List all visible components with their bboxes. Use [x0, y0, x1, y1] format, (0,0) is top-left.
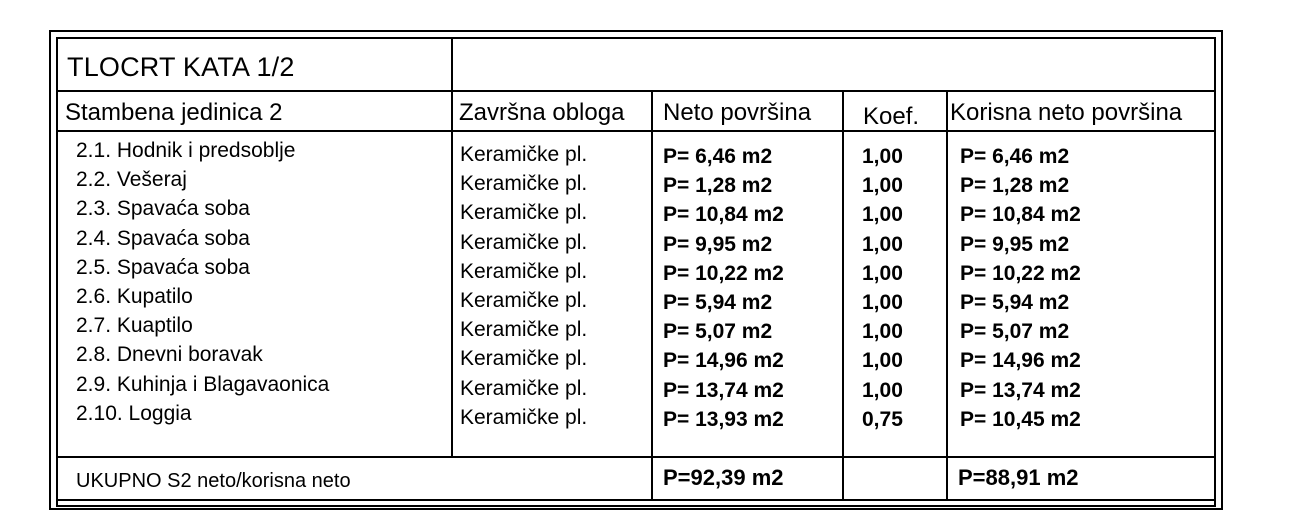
coef-cell: 1,00 [862, 349, 903, 373]
coef-cell: 1,00 [862, 320, 903, 344]
net-area-cell: P= 10,84 m2 [663, 203, 784, 227]
usable-area-cell: P= 5,07 m2 [960, 320, 1070, 344]
rule-above-total [56, 456, 1216, 458]
total-label: UKUPNO S2 neto/korisna neto [76, 470, 351, 492]
usable-area-cell: P= 9,95 m2 [960, 232, 1070, 256]
usable-area-cell: P= 10,22 m2 [960, 261, 1081, 285]
usable-area-cell: P= 14,96 m2 [960, 349, 1081, 373]
coef-cell: 1,00 [862, 378, 903, 402]
col-divider-coef [946, 90, 948, 501]
coef-cell: 1,00 [862, 203, 903, 227]
col-divider-finish [651, 90, 653, 501]
total-usable-area: P=88,91 m2 [958, 465, 1079, 490]
room-name: 2.10. Loggia [76, 401, 192, 425]
finish-cell: Keramičke pl. [460, 259, 588, 283]
usable-area-cell: P= 10,84 m2 [960, 203, 1081, 227]
coef-cell: 0,75 [862, 407, 903, 431]
finish-cell: Keramičke pl. [460, 172, 588, 196]
header-net-area: Neto površina [663, 99, 812, 126]
room-name: 2.2. Vešeraj [76, 168, 187, 192]
header-unit: Stambena jedinica 2 [65, 99, 283, 126]
net-area-cell: P= 1,28 m2 [663, 174, 773, 198]
rule-below-header [56, 130, 1216, 132]
finish-cell: Keramičke pl. [460, 347, 588, 371]
finish-cell: Keramičke pl. [460, 405, 588, 429]
header-usable-area: Korisna neto površina [950, 99, 1183, 126]
net-area-cell: P= 13,93 m2 [663, 407, 784, 431]
net-area-cell: P= 6,46 m2 [663, 145, 773, 168]
finish-cell: Keramičke pl. [460, 318, 588, 342]
net-area-cell: P= 13,74 m2 [663, 378, 784, 402]
net-area-cell: P= 5,07 m2 [663, 320, 773, 344]
usable-area-cell: P= 13,74 m2 [960, 378, 1081, 402]
rule-below-title [56, 90, 1216, 92]
net-area-cell: P= 5,94 m2 [663, 291, 773, 314]
total-net-area: P=92,39 m2 [663, 465, 784, 490]
room-name: 2.6. Kupatilo [76, 285, 193, 308]
room-name: 2.9. Kuhinja i Blagavaonica [76, 372, 330, 396]
rule-below-total [56, 499, 1216, 501]
coef-cell: 1,00 [862, 145, 903, 168]
header-coef: Koef. [863, 103, 920, 130]
coef-cell: 1,00 [862, 261, 903, 285]
room-name: 2.8. Dnevni boravak [76, 343, 263, 367]
usable-area-cell: P= 6,46 m2 [960, 145, 1070, 168]
net-area-cell: P= 9,95 m2 [663, 232, 773, 256]
coef-cell: 1,00 [862, 232, 903, 256]
col-divider-net [842, 90, 844, 501]
finish-cell: Keramičke pl. [460, 289, 588, 312]
usable-area-cell: P= 1,28 m2 [960, 174, 1070, 198]
room-name: 2.7. Kuaptilo [76, 314, 193, 338]
net-area-cell: P= 14,96 m2 [663, 349, 784, 373]
finish-cell: Keramičke pl. [460, 201, 588, 225]
header-finish: Završna obloga [459, 99, 625, 126]
finish-cell: Keramičke pl. [460, 143, 588, 166]
page-title: TLOCRT KATA 1/2 [67, 52, 295, 82]
usable-area-cell: P= 10,45 m2 [960, 407, 1081, 431]
finish-cell: Keramičke pl. [460, 230, 588, 254]
room-name: 2.1. Hodnik i predsoblje [76, 139, 296, 162]
net-area-cell: P= 10,22 m2 [663, 261, 784, 285]
room-name: 2.4. Spavaća soba [76, 226, 250, 250]
finish-cell: Keramičke pl. [460, 376, 588, 400]
coef-cell: 1,00 [862, 174, 903, 198]
coef-cell: 1,00 [862, 291, 903, 314]
room-name: 2.5. Spavaća soba [76, 255, 250, 279]
usable-area-cell: P= 5,94 m2 [960, 291, 1070, 314]
col-divider-title [451, 37, 453, 457]
room-name: 2.3. Spavaća soba [76, 197, 250, 221]
